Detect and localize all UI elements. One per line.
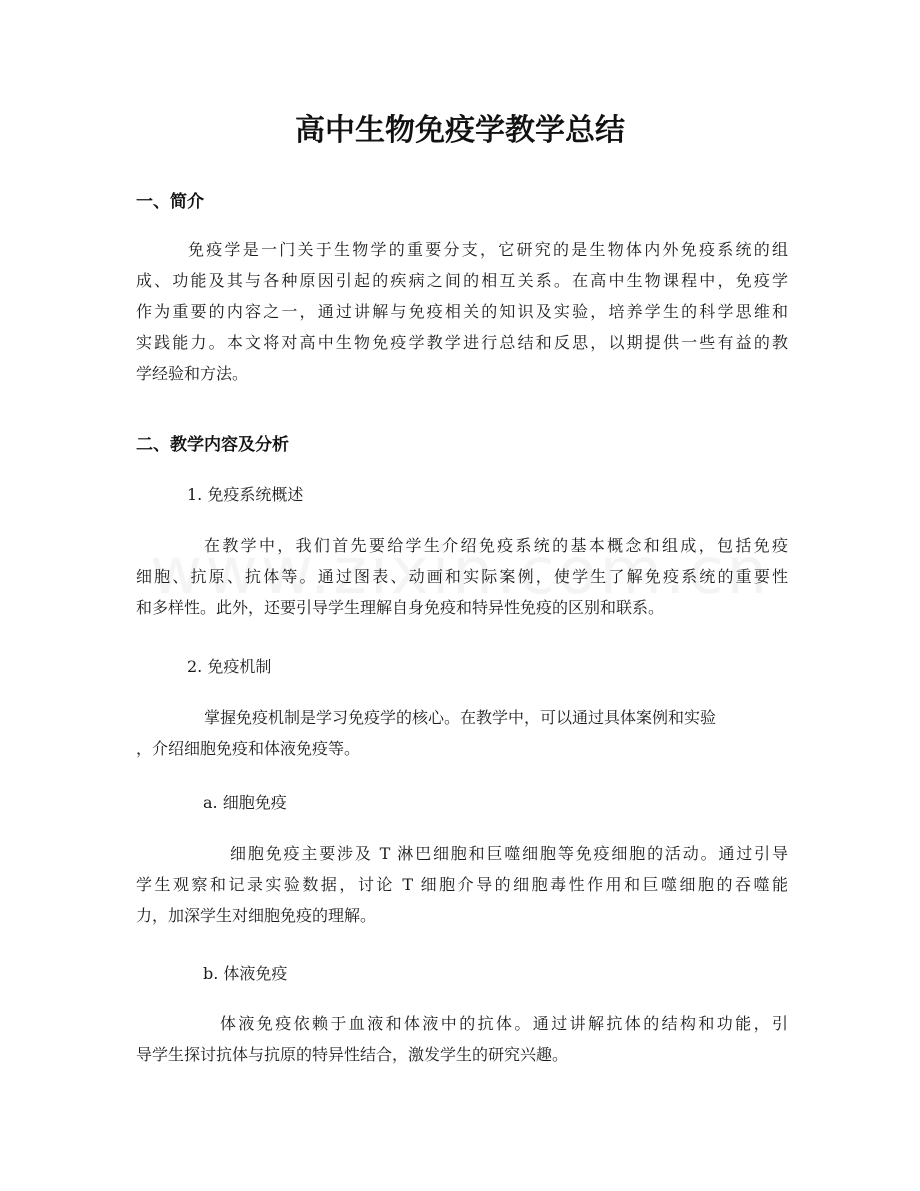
section-heading-intro: 一、简介 [136,192,204,212]
immune-overview-paragraph [136,530,788,623]
humoral-line-2: 导学生探讨抗体与抗原的特异性结合，激发学生的研究兴趣。 [136,1045,569,1064]
document-title: 高中生物免疫学教学总结 [295,113,625,148]
subheading-humoral-immunity: b. 体液免疫 [203,964,288,983]
intro-line-3: 作为重要的内容之一，通过讲解与免疫相关的知识及实验，培养学生的科学思维和 [136,302,788,321]
subheading-immune-mechanism: 2. 免疫机制 [187,657,272,676]
intro-line-4: 实践能力。本文将对高中生物免疫学教学进行总结和反思，以期提供一些有益的教 [136,333,788,352]
cellular-line-1: 细胞免疫主要涉及 T 淋巴细胞和巨噬细胞等免疫细胞的活动。通过引导 [230,844,788,863]
subheading-cellular-immunity: a. 细胞免疫 [203,793,287,812]
mechanism-line-1: 掌握免疫机制是学习免疫学的核心。在教学中，可以通过具体案例和实验 [204,708,717,727]
cellular-line-3: 力，加深学生对细胞免疫的理解。 [136,906,377,925]
cellular-immunity-paragraph [136,838,788,931]
intro-paragraph [136,234,788,389]
intro-line-2: 成、功能及其与各种原因引起的疾病之间的相互关系。在高中生物课程中，免疫学 [136,271,788,290]
immune-mechanism-paragraph [136,702,788,764]
overview-line-3: 和多样性。此外，还要引导学生理解自身免疫和特异性免疫的区别和联系。 [136,598,665,617]
cellular-line-2: 学生观察和记录实验数据，讨论 T 细胞介导的细胞毒性作用和巨噬细胞的吞噬能 [136,875,788,894]
humoral-line-1: 体液免疫依赖于血液和体液中的抗体。通过讲解抗体的结构和功能，引 [220,1014,788,1033]
mechanism-line-2: ，介绍细胞免疫和体液免疫等。 [136,739,361,758]
intro-line-5: 学经验和方法。 [136,364,249,383]
intro-line-1: 免疫学是一门关于生物学的重要分支，它研究的是生物体内外免疫系统的组 [188,240,788,259]
subheading-immune-system-overview: 1. 免疫系统概述 [187,485,304,504]
section-heading-content: 二、教学内容及分析 [136,435,289,455]
overview-line-2: 细胞、抗原、抗体等。通过图表、动画和实际案例，使学生了解免疫系统的重要性 [136,567,788,586]
overview-line-1: 在教学中，我们首先要给学生介绍免疫系统的基本概念和组成，包括免疫 [204,536,788,555]
humoral-immunity-paragraph [136,1008,788,1070]
